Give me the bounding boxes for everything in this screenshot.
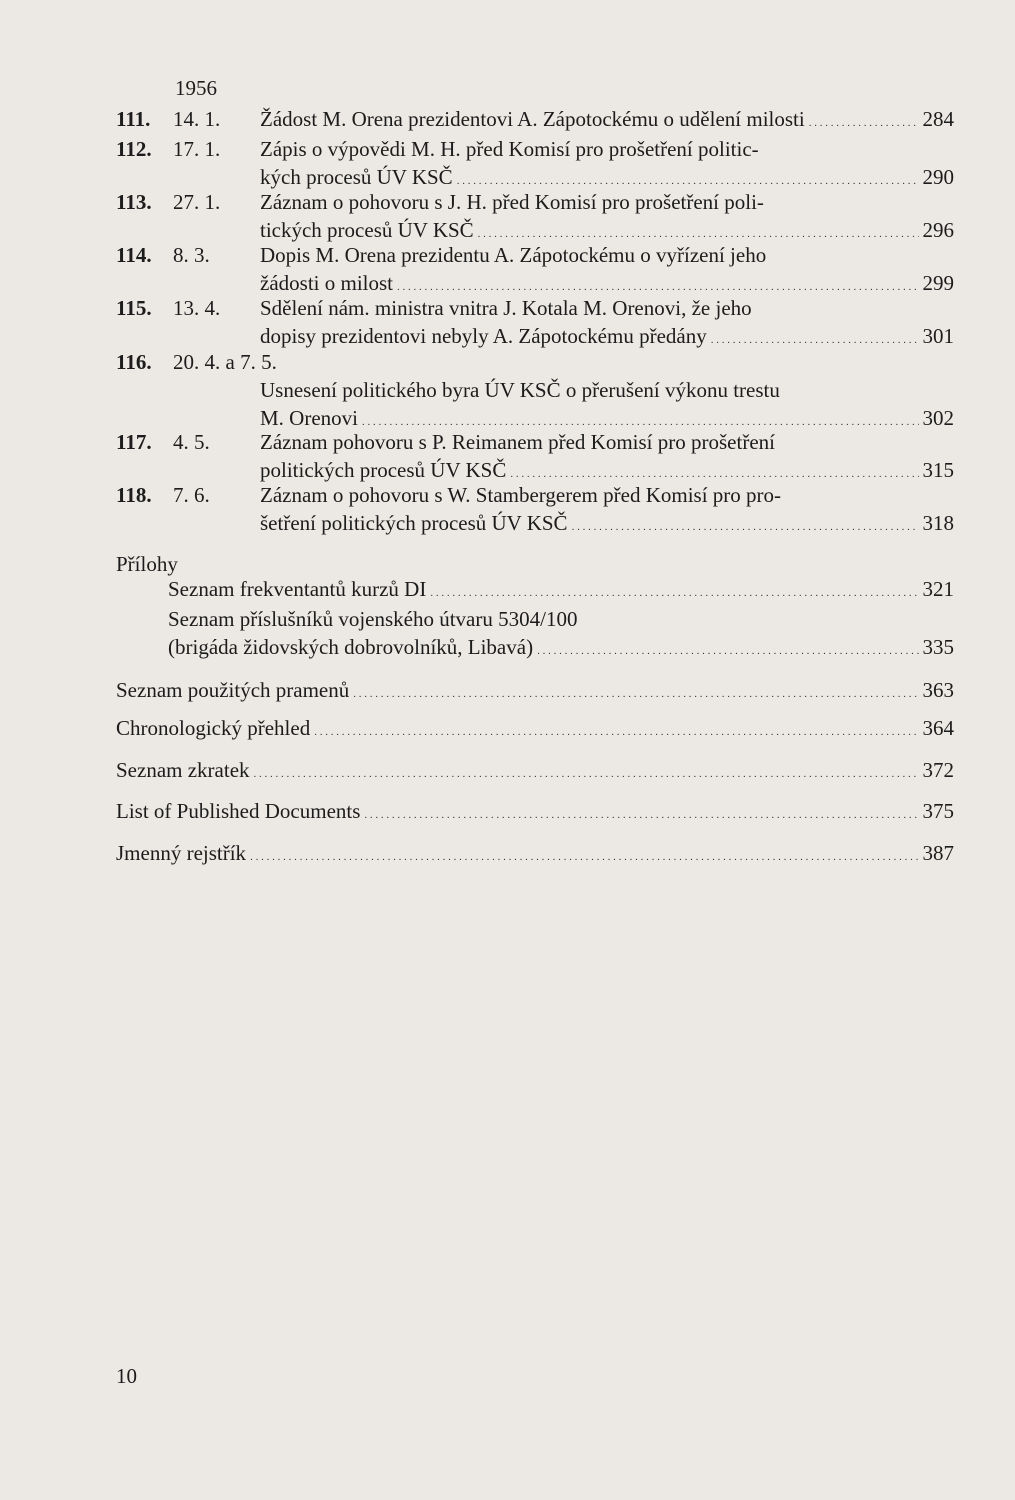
entry-date: 7. 6.	[173, 483, 210, 507]
dot-leader	[430, 575, 918, 607]
entry-page: 315	[922, 458, 954, 482]
entry-date: 27. 1.	[173, 190, 221, 214]
entry-date: 17. 1.	[173, 137, 221, 161]
entry-title-line: Záznam pohovoru s P. Reimanem před Komisí pro prošetření	[260, 430, 775, 454]
appendix-heading: Přílohy	[116, 552, 178, 576]
entry-date: 8. 3.	[173, 243, 210, 267]
appendix-item-page: 321	[922, 577, 954, 601]
entry-page: 302	[922, 406, 954, 430]
entry-title-line: Záznam o pohovoru s J. H. před Komisí pro prošetření poli-	[260, 190, 764, 214]
toc-section	[116, 797, 954, 829]
entry-title-line: Dopis M. Orena prezidentu A. Zápotockému o vyřízení jeho	[260, 243, 767, 267]
dot-leader	[572, 509, 919, 541]
toc-section	[116, 756, 954, 788]
dot-leader	[250, 839, 918, 871]
toc-entry	[116, 188, 954, 248]
entry-date: 13. 4.	[173, 296, 221, 320]
appendix-item-title: Seznam příslušníků vojenského útvaru 5304/100	[168, 607, 578, 631]
entry-title-line: Žádost M. Orena prezidentovi A. Zápotockému o udělení milosti	[260, 107, 805, 131]
toc-section	[116, 839, 954, 871]
toc-entry	[116, 241, 954, 301]
toc-entry	[116, 294, 954, 354]
entry-title-line: politických procesů ÚV KSČ	[260, 458, 507, 482]
section-title: List of Published Documents	[116, 799, 361, 823]
section-page: 372	[922, 758, 954, 782]
entry-number: 111.	[116, 107, 151, 131]
dot-leader	[809, 105, 919, 137]
entry-title-line: žádosti o milost	[260, 271, 393, 295]
dot-leader	[364, 797, 918, 829]
entry-title-line: M. Orenovi	[260, 406, 358, 430]
appendix-item-title: Seznam frekventantů kurzů DI	[168, 577, 427, 601]
dot-leader	[537, 633, 918, 665]
toc-entry	[116, 348, 954, 436]
entry-title-line: kých procesů ÚV KSČ	[260, 165, 453, 189]
entry-number: 114.	[116, 243, 152, 267]
entry-title-line: Usnesení politického byra ÚV KSČ o přerušení výkonu trestu	[260, 378, 780, 402]
entry-title-line: Sdělení nám. ministra vnitra J. Kotala M. Orenovi, že jeho	[260, 296, 752, 320]
toc-section	[116, 676, 954, 708]
entry-date: 14. 1.	[173, 107, 221, 131]
entry-number: 113.	[116, 190, 152, 214]
entry-page: 284	[922, 107, 954, 131]
entry-date: 20. 4. a 7. 5.	[173, 350, 277, 374]
entry-number: 112.	[116, 137, 152, 161]
entry-page: 301	[922, 324, 954, 348]
entry-title-line: šetření politických procesů ÚV KSČ	[260, 511, 568, 535]
section-page: 387	[922, 841, 954, 865]
section-title: Chronologický přehled	[116, 716, 311, 740]
entry-page: 296	[922, 218, 954, 242]
appendix-item	[168, 575, 954, 607]
entry-title-line: tických procesů ÚV KSČ	[260, 218, 474, 242]
toc-entry	[116, 481, 954, 541]
entry-title-line: Zápis o výpovědi M. H. před Komisí pro prošetření politic-	[260, 137, 759, 161]
dot-leader	[314, 714, 918, 746]
page-number: 10	[116, 1364, 137, 1388]
appendix-item	[168, 605, 954, 665]
entry-title-line: Záznam o pohovoru s W. Stambergerem před Komisí pro pro-	[260, 483, 782, 507]
entry-number: 116.	[116, 350, 152, 374]
appendix-item-page: 335	[922, 635, 954, 659]
entry-number: 115.	[116, 296, 152, 320]
section-title: Seznam zkratek	[116, 758, 250, 782]
section-page: 375	[922, 799, 954, 823]
year-heading: 1956	[175, 76, 217, 100]
section-title: Seznam použitých pramenů	[116, 678, 350, 702]
entry-page: 299	[922, 271, 954, 295]
dot-leader	[353, 676, 918, 708]
entry-number: 117.	[116, 430, 152, 454]
section-title: Jmenný rejstřík	[116, 841, 247, 865]
entry-page: 290	[922, 165, 954, 189]
section-page: 364	[922, 716, 954, 740]
toc-entry	[116, 105, 954, 137]
toc-section	[116, 714, 954, 746]
entry-date: 4. 5.	[173, 430, 210, 454]
entry-page: 318	[922, 511, 954, 535]
entry-number: 118.	[116, 483, 152, 507]
dot-leader	[254, 756, 919, 788]
toc-entry	[116, 428, 954, 488]
entry-title-line: dopisy prezidentovi nebyly A. Zápotockému předány	[260, 324, 707, 348]
toc-entry	[116, 135, 954, 195]
appendix-item-title: (brigáda židovských dobrovolníků, Libavá)	[168, 635, 534, 659]
section-page: 363	[922, 678, 954, 702]
